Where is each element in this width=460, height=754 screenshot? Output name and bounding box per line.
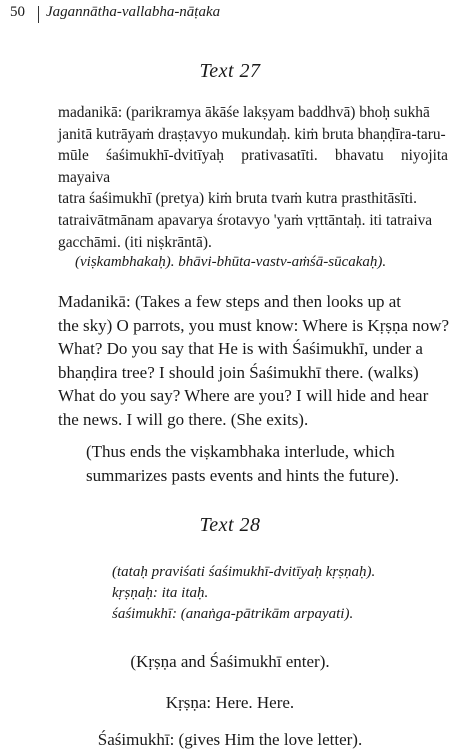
page-number: 50 — [10, 4, 25, 20]
sanskrit-line: śaśimukhī: (anaṅga-pātrikām arpayati). — [112, 606, 354, 622]
text-27-translation — [58, 290, 450, 432]
translation-line: What? Do you say that He is with Śaśimukhī, under a — [58, 339, 423, 359]
sanskrit-line: tatraivātmānam apavarya śrotavyo 'yaṁ vṛttāntaḥ. iti tatraiva — [58, 211, 433, 229]
header-divider — [38, 6, 39, 23]
running-title: Jagannātha-vallabha-nāṭaka — [46, 4, 221, 20]
text-28-heading: Text 28 — [199, 514, 261, 536]
sanskrit-line: (tataḥ praviśati śaśimukhī-dvitīyaḥ kṛṣṇaḥ). — [112, 564, 376, 580]
translation-line: bhaṇḍira tree? I should join Śaśimukhī there. (walks) — [58, 362, 419, 382]
text-28-translation-2: Śaśimukhī: (gives Him the love letter). — [97, 730, 363, 749]
translation-line: Madanikā: (Takes a few steps and then looks up at — [58, 292, 401, 311]
sanskrit-line: tatra śaśimukhī (pretya) kiṁ bruta tvaṁ kutra prasthitāsīti. — [58, 190, 418, 208]
text-27-sanskrit — [58, 102, 448, 253]
page-header — [10, 4, 450, 24]
sanskrit-line: gacchāmi. (iti niṣkrāntā). — [58, 233, 212, 251]
note-line: (Thus ends the viṣkambhaka interlude, which — [86, 442, 395, 461]
text-28-translation-0: (Kṛṣṇa and Śaśimukhī enter). — [130, 652, 330, 671]
text-28-sanskrit — [112, 562, 432, 625]
translation-line: the sky) O parrots, you must know: Where is Kṛṣṇa now? — [58, 315, 450, 335]
translation-line: the news. I will go there. (She exits). — [58, 409, 309, 429]
sanskrit-line: mūle śaśimukhī-dvitīyaḥ prativasatīti. bhavatu niyojita mayaiva — [58, 147, 448, 186]
text-27-heading: Text 27 — [199, 60, 261, 82]
viskambhaka-line: (viṣkambhakaḥ). bhāvi-bhūta-vastv-aṁśā-sūcakaḥ). — [75, 254, 387, 270]
sanskrit-line: janitā kutrāyaṁ draṣṭavyo mukundaḥ. kiṁ bruta bhaṇḍīra-taru- — [58, 125, 446, 143]
translation-line: What do you say? Where are you? I will hide and hear — [58, 386, 429, 406]
text-28-translation-1: Kṛṣṇa: Here. Here. — [165, 693, 295, 712]
sanskrit-line: kṛṣṇaḥ: ita itaḥ. — [112, 585, 209, 601]
sanskrit-line: madanikā: (parikramya ākāśe lakṣyam baddhvā) bhoḥ sukhā — [58, 104, 430, 121]
note-line: summarizes pasts events and hints the future). — [86, 465, 400, 485]
interlude-note — [86, 440, 448, 487]
